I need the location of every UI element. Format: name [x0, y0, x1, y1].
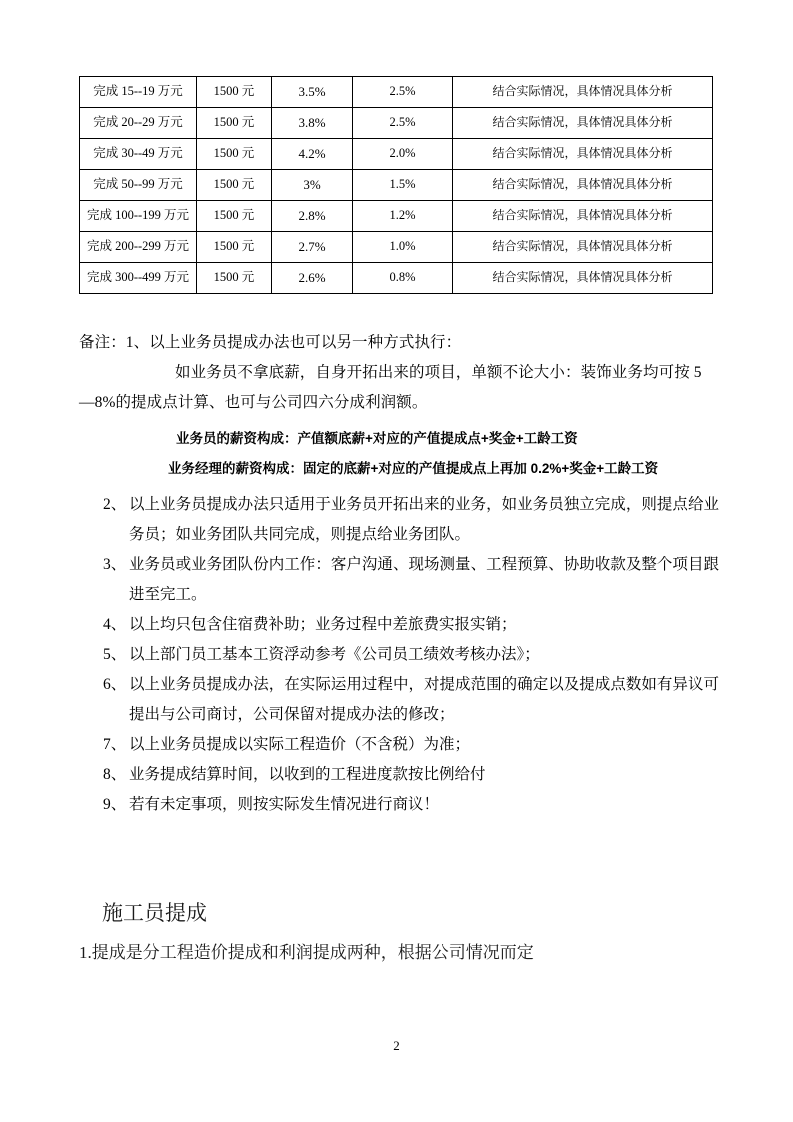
cell-completion-range: 完成 100--199 万元: [80, 201, 197, 232]
cell-note: 结合实际情况，具体情况具体分析: [453, 108, 713, 139]
cell-rate-secondary: 1.0%: [353, 232, 453, 263]
cell-rate-primary: 3.5%: [272, 77, 353, 108]
list-item: [103, 490, 719, 550]
table-row: [80, 108, 713, 139]
cell-note: 结合实际情况，具体情况具体分析: [453, 139, 713, 170]
cell-completion-range: 完成 200--299 万元: [80, 232, 197, 263]
list-item: [103, 550, 719, 610]
list-item: [103, 730, 719, 760]
cell-rate-secondary: 1.5%: [353, 170, 453, 201]
list-item-text: 以上部门员工基本工资浮动参考《公司员工绩效考核办法》；: [129, 646, 540, 663]
table-row: [80, 201, 713, 232]
section-paragraph: 1.提成是分工程造价提成和利润提成两种，根据公司情况而定: [79, 943, 534, 962]
table-row: [80, 232, 713, 263]
cell-rate-primary: 3.8%: [272, 108, 353, 139]
list-item-marker: 3、: [103, 556, 127, 573]
cell-base-salary: 1500 元: [197, 139, 272, 170]
cell-rate-secondary: 1.2%: [353, 201, 453, 232]
list-item-text: 业务提成结算时间，以收到的工程进度款按比例给付: [129, 766, 486, 783]
cell-completion-range: 完成 300--499 万元: [80, 263, 197, 294]
table-row: [80, 170, 713, 201]
cell-completion-range: 完成 50--99 万元: [80, 170, 197, 201]
cell-rate-secondary: 2.5%: [353, 108, 453, 139]
list-item-marker: 6、: [103, 676, 127, 693]
cell-note: 结合实际情况，具体情况具体分析: [453, 170, 713, 201]
cell-base-salary: 1500 元: [197, 77, 272, 108]
list-item-text: 以上均只包含住宿费补助；业务过程中差旅费实报实销；: [129, 616, 517, 633]
list-item-text: 以上业务员提成办法只适用于业务员开拓出来的业务，如业务员独立完成，则提点给业务员；如业务团队共同完成，则提点给业务团队。: [129, 496, 719, 543]
list-item-marker: 4、: [103, 616, 127, 633]
table-row: [80, 77, 713, 108]
cell-note: 结合实际情况，具体情况具体分析: [453, 232, 713, 263]
list-item: [103, 670, 719, 730]
cell-base-salary: 1500 元: [197, 263, 272, 294]
page-title: 施工员提成: [102, 901, 207, 925]
table-row: [80, 139, 713, 170]
cell-base-salary: 1500 元: [197, 232, 272, 263]
list-item-marker: 7、: [103, 736, 127, 753]
cell-completion-range: 完成 15--19 万元: [80, 77, 197, 108]
page-number: 2: [393, 1038, 400, 1053]
cell-rate-primary: 2.6%: [272, 263, 353, 294]
cell-note: 结合实际情况，具体情况具体分析: [453, 77, 713, 108]
cell-rate-secondary: 2.0%: [353, 139, 453, 170]
list-item: [103, 640, 719, 670]
cell-rate-primary: 3%: [272, 170, 353, 201]
salesperson-salary-composition: 业务员的薪资构成：产值额底薪+对应的产值提成点+奖金+工龄工资: [176, 431, 578, 446]
cell-rate-secondary: 2.5%: [353, 77, 453, 108]
list-item-marker: 9、: [103, 796, 127, 813]
cell-rate-primary: 2.8%: [272, 201, 353, 232]
list-item-text: 业务员或业务团队份内工作：客户沟通、现场测量、工程预算、协助收款及整个项目跟进至完工。: [129, 556, 719, 603]
table-row: [80, 263, 713, 294]
cell-base-salary: 1500 元: [197, 201, 272, 232]
remarks-heading: 备注：1、以上业务员提成办法也可以另一种方式执行：: [79, 334, 462, 351]
cell-rate-secondary: 0.8%: [353, 263, 453, 294]
cell-base-salary: 1500 元: [197, 108, 272, 139]
cell-note: 结合实际情况，具体情况具体分析: [453, 263, 713, 294]
list-item-marker: 5、: [103, 646, 127, 663]
commission-table-body: [80, 77, 713, 294]
list-item-text: 以上业务员提成以实际工程造价（不含税）为准；: [129, 736, 471, 753]
list-item-text: 若有未定事项，则按实际发生情况进行商议！: [129, 796, 440, 813]
list-item-marker: 8、: [103, 766, 127, 783]
cell-note: 结合实际情况，具体情况具体分析: [453, 201, 713, 232]
list-item-text: 以上业务员提成办法，在实际运用过程中，对提成范围的确定以及提成点数如有异议可提出与公司商讨，公司保留对提成办法的修改；: [129, 676, 719, 723]
list-item: [103, 790, 719, 820]
alternative-method-paragraph: 如业务员不拿底薪，自身开拓出来的项目，单额不论大小：装饰业务均可按 5—8%的提成点计算、也可与公司四六分成利润额。: [79, 364, 702, 411]
list-item: [103, 610, 719, 640]
commission-table: [79, 76, 713, 294]
remarks-numbered-list: [103, 490, 719, 820]
cell-rate-primary: 2.7%: [272, 232, 353, 263]
cell-completion-range: 完成 30--49 万元: [80, 139, 197, 170]
list-item: [103, 760, 719, 790]
cell-rate-primary: 4.2%: [272, 139, 353, 170]
manager-salary-composition: 业务经理的薪资构成：固定的底薪+对应的产值提成点上再加 0.2%+奖金+工龄工资: [168, 461, 659, 476]
cell-completion-range: 完成 20--29 万元: [80, 108, 197, 139]
list-item-marker: 2、: [103, 496, 127, 513]
cell-base-salary: 1500 元: [197, 170, 272, 201]
